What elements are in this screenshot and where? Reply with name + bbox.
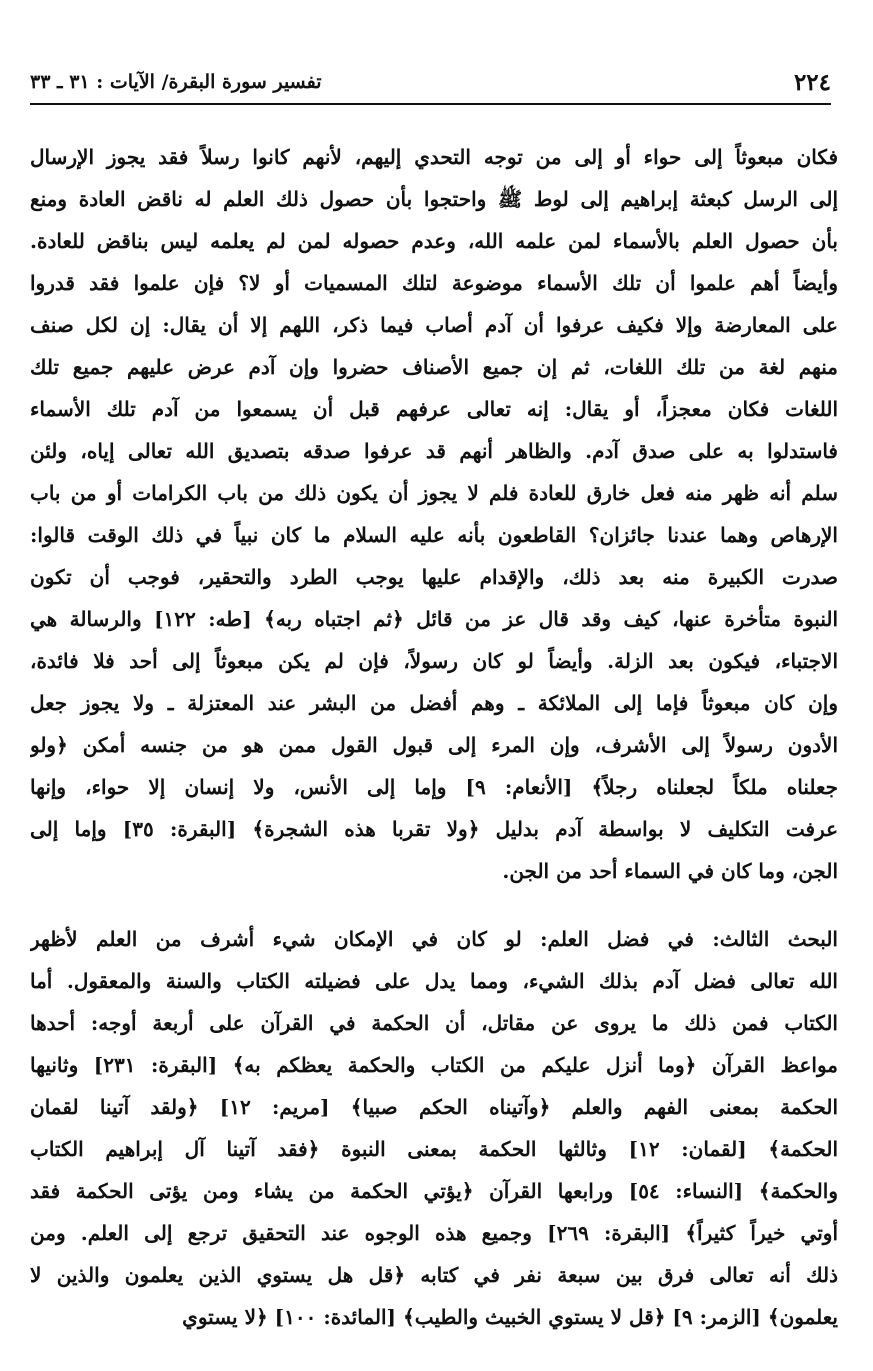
page-number: ٢٢٤ <box>793 68 831 96</box>
text-line: يعلمون﴾ [الزمر: ٩] ﴿قل لا يستوي الخبيث والطيب﴾ [المائدة: ١٠٠] ﴿لا يستوي <box>182 1305 838 1329</box>
text-line: الاجتباء، فيكون بعد الزلة. وأيضاً لو كان رسولاً، فإن لم يكن مبعوثاً إلى أحد فلا فائدة، <box>30 649 838 673</box>
header-rule <box>30 103 831 105</box>
page-header <box>30 66 831 98</box>
text-line: وإن كان مبعوثاً فإما إلى الملائكة ـ وهم أفضل من البشر عند المعتزلة ـ ولا يجوز جعل <box>30 691 838 715</box>
running-title: تفسير سورة البقرة/ الآيات : ٣١ ـ ٣٣ <box>30 71 322 93</box>
text-line: البحث الثالث: في فضل العلم: لو كان في الإمكان شيء أشرف من العلم لأظهر <box>30 927 838 951</box>
text-line: الإرهاص وهما عندنا جائزان؟ القاطعون بأنه عليه السلام ما كان نبياً في ذلك الوقت قالوا: <box>30 523 838 547</box>
text-line: النبوة متأخرة عنها، كيف وقد قال عز من قائل ﴿ثم اجتباه ربه﴾ [طه: ١٢٢] والرسالة هي <box>30 607 838 631</box>
text-line: اللغات فكان معجزاً، أو يقال: إنه تعالى عرفهم قبل أن يسمعوا من آدم تلك الأسماء <box>30 397 838 421</box>
text-line: فاستدلوا به على صدق آدم. والظاهر أنهم قد عرفوا صدقه بتصديق الله تعالى إياه، ولئن <box>30 439 838 463</box>
text-line: أوتي خيراً كثيراً﴾ [البقرة: ٢٦٩] وجميع هذه الوجوه عند التحقيق ترجع إلى العلم. ومن <box>30 1221 838 1245</box>
text-line: على المعارضة وإلا فكيف عرفوا أن آدم أصاب فيما ذكر، اللهم إلا أن يقال: إن لكل صنف <box>30 313 838 337</box>
text-line: الحكمة بمعنى الفهم والعلم ﴿وآتيناه الحكم صبيا﴾ [مريم: ١٢] ﴿ولقد آتينا لقمان <box>30 1095 838 1119</box>
text-line: عرفت التكليف لا بواسطة آدم بدليل ﴿ولا تقربا هذه الشجرة﴾ [البقرة: ٣٥] وإما إلى <box>30 817 838 841</box>
text-line: الحكمة﴾ [لقمان: ١٢] وثالثها الحكمة بمعنى النبوة ﴿فقد آتينا آل إبراهيم الكتاب <box>30 1137 838 1161</box>
text-line: إلى الرسل كبعثة إبراهيم إلى لوط ﷺ واحتجوا بأن حصول ذلك العلم له ناقض العادة ومنع <box>30 187 838 211</box>
text-line: وأيضاً أهم علموا أن تلك الأسماء موضوعة لتلك المسميات أو لا؟ فإن علموا فقد قدروا <box>30 271 838 295</box>
text-line: صدرت الكبيرة منه بعد ذلك، والإقدام عليها يوجب الطرد والتحقير، فوجب أن تكون <box>30 565 838 589</box>
text-line: الجن، وما كان في السماء أحد من الجن. <box>502 859 838 883</box>
page-body <box>30 136 838 1338</box>
text-line: منهم لغة من تلك اللغات، ثم إن جميع الأصناف حضروا وإن آدم عرض عليهم جميع تلك <box>30 355 838 379</box>
text-line: جعلناه ملكاً لجعلناه رجلاً﴾ [الأنعام: ٩] وإما إلى الأنس، ولا إنسان إلا حواء، وإنها <box>30 775 838 799</box>
text-line: ذلك أنه تعالى فرق بين سبعة نفر في كتابه ﴿قل هل يستوي الذين يعلمون والذين لا <box>30 1263 838 1287</box>
text-line: بأن حصول العلم بالأسماء لمن علمه الله، وعدم حصوله لمن لم يعلمه ليس بناقض للعادة. <box>30 229 838 253</box>
paragraph-2 <box>30 918 838 1338</box>
paragraph-1 <box>30 136 838 892</box>
text-line: الله تعالى فضل آدم بذلك الشيء، ومما يدل على فضيلته الكتاب والسنة والمعقول. أما <box>30 969 838 993</box>
text-line: والحكمة﴾ [النساء: ٥٤] ورابعها القرآن ﴿يؤتي الحكمة من يشاء ومن يؤتى الحكمة فقد <box>30 1179 838 1203</box>
paragraph-gap <box>30 892 838 918</box>
text-line: الكتاب فمن ذلك ما يروى عن مقاتل، أن الحكمة في القرآن على أربعة أوجه: أحدها <box>30 1011 838 1035</box>
text-line: فكان مبعوثاً إلى حواء أو إلى من توجه التحدي إليهم، لأنهم كانوا رسلاً فقد يجوز الإرسال <box>30 145 838 169</box>
text-line: الأدون رسولاً إلى الأشرف، وإن المرء إلى قبول القول ممن هو من جنسه أمكن ﴿ولو <box>30 733 838 757</box>
text-line: سلم أنه ظهر منه فعل خارق للعادة فلم لا يجوز أن يكون ذلك من باب الكرامات أو من باب <box>30 481 838 505</box>
text-line: مواعظ القرآن ﴿وما أنزل عليكم من الكتاب والحكمة يعظكم به﴾ [البقرة: ٢٣١] وثانيها <box>30 1053 838 1077</box>
